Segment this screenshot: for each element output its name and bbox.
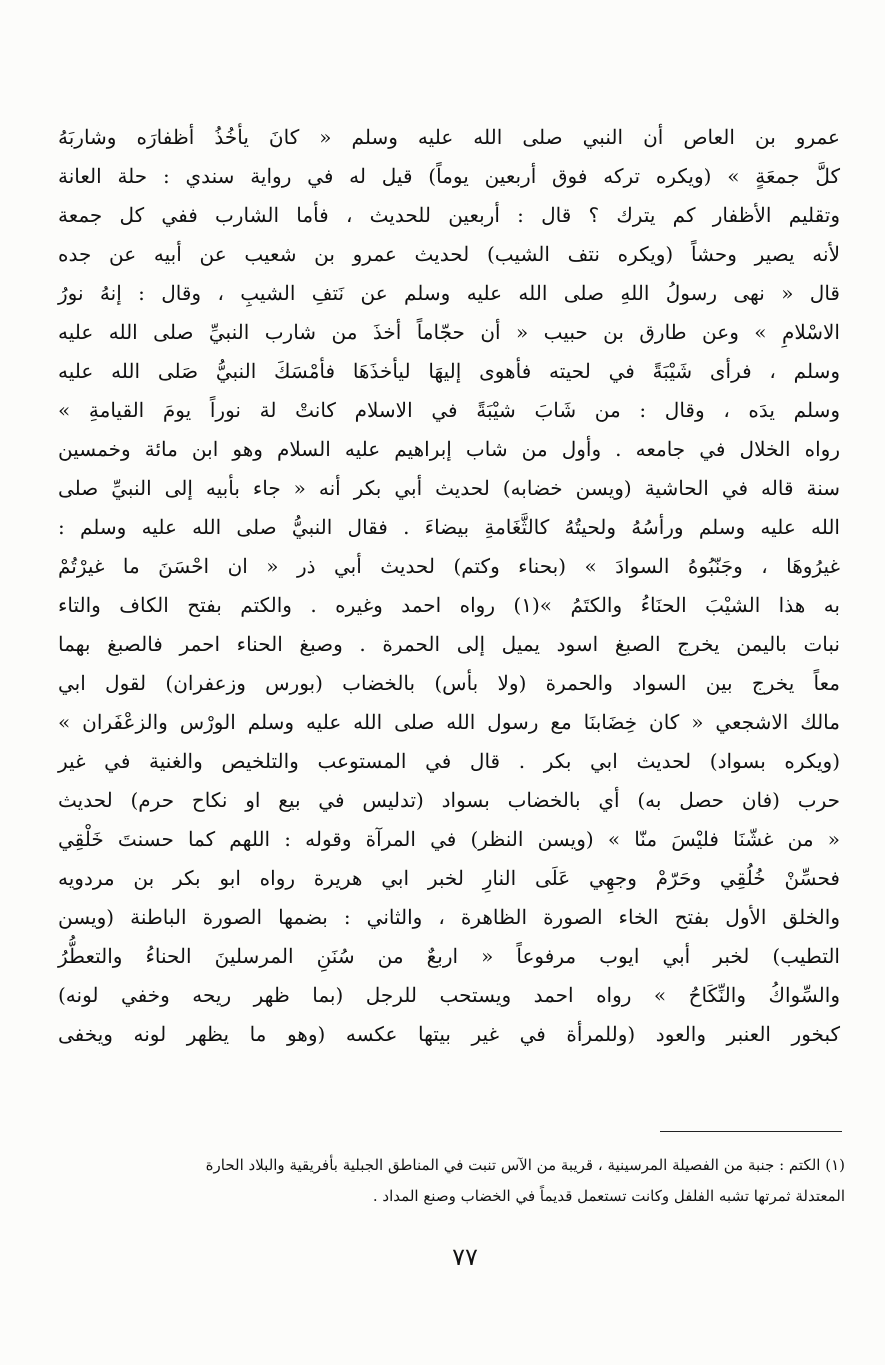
footnotes-block (205, 1150, 845, 1212)
text-line: رواه الخلال في جامعه . وأول من شاب إبراهيم عليه السلام وهو ابن مائة وخمسين (58, 437, 840, 461)
text-line: وسلم ، فرأى شَيْبَةً في لحيته فأهوى إليهَا ليأخذَهَا فأمْسَكَ النبيُّ صَلى الله عليه (58, 359, 840, 383)
text-line: فحسِّنْ خُلُقِي وحَرّمْ وجهِي عَلَى النارِ لخبر ابي هريرة رواه ابو بكر بن مردويه (58, 866, 840, 890)
page-number: ٧٧ (452, 1243, 478, 1271)
text-line: الاسْلامِ » وعن طارق بن حبيب « أن حجّاماً أخذَ من شارب النبيِّ صلى الله عليه (58, 320, 840, 344)
text-line: كبخور العنبر والعود (وللمرأة في غير بيتها عكسه (وهو ما يظهر لونه ويخفى (58, 1022, 840, 1046)
text-line: قال « نهى رسولُ اللهِ صلى الله عليه وسلم عن نَتفِ الشيبِ ، وقال : إنهُ نورُ (58, 281, 840, 305)
text-line: الله عليه وسلم ورأسُهُ ولحيتُهُ كالثَّغَامةِ بيضاءَ . فقال النبيُّ صلى الله عليه وسلم : (58, 515, 840, 539)
text-line: وسلم يدَه ، وقال : من شَابَ شيْبَةً في الاسلام كانتْ لة نوراً يومَ القيامةِ » (58, 398, 840, 422)
text-line: نبات باليمن يخرج الصبغ اسود يميل إلى الحمرة . وصبغ الحناء احمر فالصبغ بهما (58, 632, 840, 656)
footnote-line: (١) الكتم : جنبة من الفصيلة المرسينية ، قريبة من الآس تنبت في المناطق الجبلية بأفريقية والبلاد الحارة (205, 1156, 845, 1174)
text-line: غيرُوهَا ، وجَنّبُوهُ السوادَ » (بحناء وكتم) لحديث أبي ذر « ان احْسَنَ ما غيرْتُمْ (58, 554, 840, 578)
text-line: (ويكره بسواد) لحديث ابي بكر . قال في المستوعب والتلخيص والغنية في غير (58, 749, 840, 773)
text-line: كلَّ جمعَةٍ » (ويكره تركه فوق أربعين يوماً) قيل له في رواية سندي : حلة العانة (58, 164, 840, 188)
text-line: التطيب) لخبر أبي ايوب مرفوعاً « اربعٌ من سُنَنِ المرسلينَ الحناءُ والتعطُّرُ (58, 944, 840, 968)
text-line: لأنه يصير وحشاً (ويكره نتف الشيب) لحديث عمرو بن شعيب عن أبيه عن جده (58, 242, 840, 266)
footnote-line: المعتدلة ثمرتها تشبه الفلفل وكانت تستعمل قديماً في الخضاب وصنع المداد . (372, 1187, 845, 1205)
text-line: وتقليم الأظفار كم يترك ؟ قال : أربعين للحديث ، فأما الشارب ففي كل جمعة (58, 203, 840, 227)
text-line: والسِّواكُ والنِّكَاحُ » رواه احمد ويستحب للرجل (بما ظهر ريحه وخفي لونه) (58, 983, 840, 1007)
text-line: حرب (فان حصل به) أي بالخضاب بسواد (تدليس في بيع او نكاح حرم) لحديث (58, 788, 840, 812)
text-line: والخلق الأول بفتح الخاء الصورة الظاهرة ، والثاني : بضمها الصورة الباطنة (ويسن (58, 905, 840, 929)
text-line: معاً يخرج بين السواد والحمرة (ولا بأس) بالخضاب (بورس وزعفران) لقول ابي (58, 671, 840, 695)
text-line: « من غشّنَا فليْسَ منّا » (ويسن النظر) في المرآة وقوله : اللهم كما حسنتَ خَلْقِي (58, 827, 840, 851)
text-line: مالك الاشجعي « كان خِضَابنَا مع رسول الله صلى الله عليه وسلم الورْس والزعْفَران » (58, 710, 840, 734)
text-line: به هذا الشيْبَ الحنَاءُ والكتَمُ »(١) رواه احمد وغيره . والكتم بفتح الكاف والتاء (58, 593, 840, 617)
text-line: سنة قاله في الحاشية (ويسن خضابه) لحديث أبي بكر أنه « جاء بأبيه إلى النبيِّ صلى (58, 476, 840, 500)
footnote-separator (660, 1131, 842, 1132)
text-line: عمرو بن العاص أن النبي صلى الله عليه وسلم « كانَ يأخُذُ أظفارَه وشاربَهُ (58, 125, 840, 149)
main-text-block (58, 118, 840, 1054)
